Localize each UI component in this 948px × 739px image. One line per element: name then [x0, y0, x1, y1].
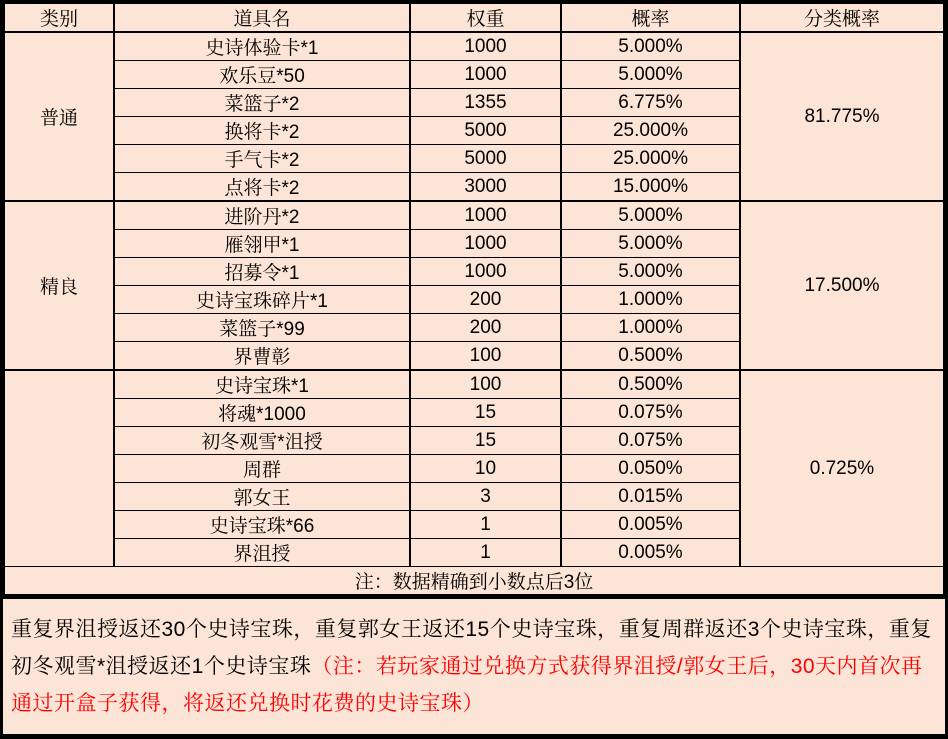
note-row [4, 567, 944, 595]
table-row [4, 201, 944, 230]
header-category-probability: 分类概率 [740, 4, 944, 33]
item-name-cell: 史诗宝珠碎片*1 [114, 286, 410, 314]
weight-cell: 100 [410, 342, 561, 371]
refund-rules-text: 重复界沮授返还30个史诗宝珠，重复郭女王返还15个史诗宝珠，重复周群返还3个史诗宝珠，重复初冬观雪*沮授返还1个史诗宝珠 [11, 618, 932, 678]
weight-cell: 200 [410, 286, 561, 314]
weight-cell: 1000 [410, 230, 561, 258]
item-name-cell: 欢乐豆*50 [114, 61, 410, 89]
probability-cell: 0.500% [561, 370, 740, 399]
item-name-cell: 换将卡*2 [114, 117, 410, 145]
probability-cell: 0.500% [561, 342, 740, 371]
precision-note: 注：数据精确到小数点后3位 [4, 567, 944, 595]
probability-cell: 0.005% [561, 539, 740, 567]
item-name-cell: 郭女王 [114, 483, 410, 511]
probability-cell: 0.015% [561, 483, 740, 511]
weight-cell: 1 [410, 511, 561, 539]
item-name-cell: 初冬观雪*沮授 [114, 427, 410, 455]
item-name-cell: 进阶丹*2 [114, 201, 410, 230]
item-name-cell: 菜篮子*99 [114, 314, 410, 342]
probability-cell: 15.000% [561, 173, 740, 202]
item-name-cell: 招募令*1 [114, 258, 410, 286]
table-body [4, 32, 944, 567]
probability-cell: 5.000% [561, 61, 740, 89]
table-row [4, 370, 944, 399]
header-row [4, 4, 944, 33]
item-name-cell: 点将卡*2 [114, 173, 410, 202]
refund-rules-paragraph [3, 595, 945, 734]
table-row [4, 32, 944, 61]
weight-cell: 5000 [410, 117, 561, 145]
weight-cell: 1000 [410, 258, 561, 286]
item-name-cell: 界曹彰 [114, 342, 410, 371]
exchange-warning-text: （注：若玩家通过兑换方式获得界沮授/郭女王后，30天内首次再通过开盒子获得，将返还兑换时花费的史诗宝珠） [11, 655, 923, 715]
category-cell [4, 370, 114, 567]
probability-cell: 0.050% [561, 455, 740, 483]
category-cell: 精良 [4, 201, 114, 370]
item-name-cell: 史诗宝珠*1 [114, 370, 410, 399]
probability-cell: 5.000% [561, 201, 740, 230]
weight-cell: 3000 [410, 173, 561, 202]
item-name-cell: 史诗宝珠*66 [114, 511, 410, 539]
item-name-cell: 周群 [114, 455, 410, 483]
table-header [4, 4, 944, 33]
header-category: 类别 [4, 4, 114, 33]
weight-cell: 15 [410, 399, 561, 427]
weight-cell: 15 [410, 427, 561, 455]
item-name-cell: 菜篮子*2 [114, 89, 410, 117]
probability-cell: 6.775% [561, 89, 740, 117]
header-probability: 概率 [561, 4, 740, 33]
weight-cell: 1 [410, 539, 561, 567]
weight-cell: 200 [410, 314, 561, 342]
item-name-cell: 将魂*1000 [114, 399, 410, 427]
probability-cell: 25.000% [561, 145, 740, 173]
item-name-cell: 雁翎甲*1 [114, 230, 410, 258]
item-name-cell: 史诗体验卡*1 [114, 32, 410, 61]
probability-cell: 25.000% [561, 117, 740, 145]
probability-table [3, 3, 945, 595]
category-probability-cell: 0.725% [740, 370, 944, 567]
probability-cell: 5.000% [561, 32, 740, 61]
category-probability-cell: 17.500% [740, 201, 944, 370]
item-name-cell: 手气卡*2 [114, 145, 410, 173]
weight-cell: 1355 [410, 89, 561, 117]
category-cell: 普通 [4, 32, 114, 201]
weight-cell: 5000 [410, 145, 561, 173]
header-item-name: 道具名 [114, 4, 410, 33]
probability-cell: 5.000% [561, 258, 740, 286]
category-probability-cell: 81.775% [740, 32, 944, 201]
probability-cell: 0.075% [561, 399, 740, 427]
weight-cell: 100 [410, 370, 561, 399]
weight-cell: 3 [410, 483, 561, 511]
weight-cell: 1000 [410, 201, 561, 230]
probability-cell: 5.000% [561, 230, 740, 258]
weight-cell: 1000 [410, 61, 561, 89]
probability-cell: 0.075% [561, 427, 740, 455]
probability-cell: 1.000% [561, 314, 740, 342]
table-footnote [4, 567, 944, 595]
item-name-cell: 界沮授 [114, 539, 410, 567]
header-weight: 权重 [410, 4, 561, 33]
probability-cell: 1.000% [561, 286, 740, 314]
weight-cell: 10 [410, 455, 561, 483]
weight-cell: 1000 [410, 32, 561, 61]
probability-cell: 0.005% [561, 511, 740, 539]
